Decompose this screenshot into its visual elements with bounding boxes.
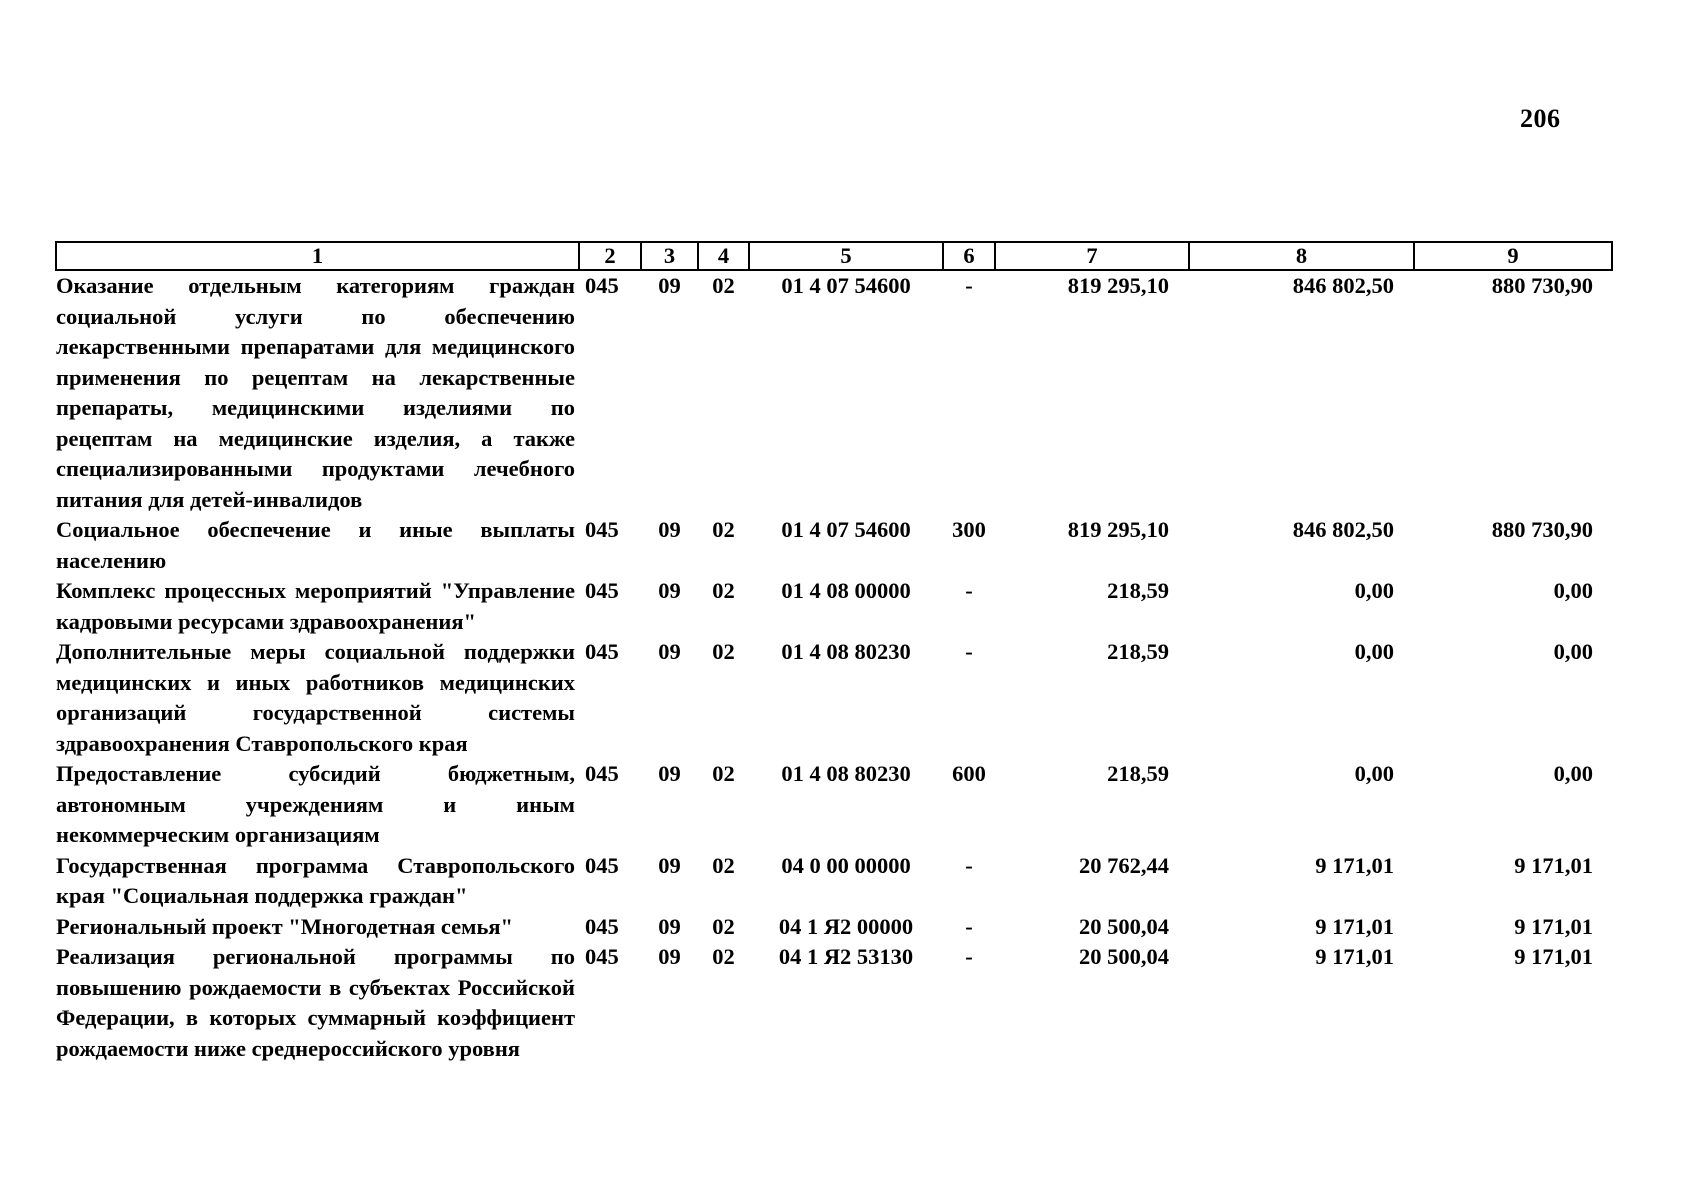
table-row: [56, 270, 1612, 515]
row-rz: 09: [658, 944, 681, 969]
row-sum-2: 0,00: [1354, 639, 1394, 664]
row-vr: -: [965, 913, 973, 939]
row-sum-3: 9 171,01: [1514, 944, 1593, 969]
table-row: [56, 942, 1612, 1064]
row-sum-1: 20 762,44: [1079, 852, 1169, 878]
row-pr: 02: [712, 273, 735, 298]
row-grbs: 045: [585, 944, 619, 969]
row-name: Социальное обеспечение и иные выплаты населению: [56, 517, 575, 573]
row-pr: 02: [712, 578, 735, 603]
row-sum-2: 9 171,01: [1315, 944, 1394, 969]
row-sum-3: 0,00: [1553, 761, 1593, 786]
row-sum-1: 819 295,10: [1067, 273, 1169, 298]
row-csr: 01 4 08 80230: [781, 639, 911, 664]
row-name: Предоставление субсидий бюджетным, автономным учреждениям и иным некоммерческим организациям: [56, 761, 575, 847]
row-rz: 09: [658, 517, 681, 542]
row-vr: -: [965, 639, 973, 664]
row-sum-1: 20 500,04: [1079, 944, 1169, 969]
row-csr: 01 4 07 54600: [781, 273, 911, 298]
page-number: 206: [1520, 104, 1561, 133]
row-pr: 02: [712, 944, 735, 969]
row-vr: -: [965, 852, 973, 878]
row-rz: 09: [658, 639, 681, 664]
row-grbs: 045: [585, 639, 619, 664]
row-sum-1: 819 295,10: [1067, 517, 1169, 542]
row-sum-1: 218,59: [1107, 639, 1169, 664]
row-rz: 09: [658, 852, 681, 878]
row-rz: 09: [658, 913, 681, 939]
row-name: Региональный проект "Многодетная семья": [56, 913, 514, 939]
row-name: Оказание отдельным категориям граждан социальной услуги по обеспечению лекарственными препаратами для медицинского применения по рецептам на лекарственные препараты, медицинскими изделиями по рецептам на медицинские изделия, а также специализированными продуктами лечебного питания для детей-инвалидов: [56, 273, 575, 512]
row-sum-3: 9 171,01: [1514, 913, 1593, 939]
row-name: Комплекс процессных мероприятий "Управление кадровыми ресурсами здравоохранения": [56, 578, 575, 634]
row-csr: 01 4 08 80230: [781, 761, 911, 786]
header-col-3: 3: [641, 242, 698, 270]
table-row: [56, 759, 1612, 851]
row-grbs: 045: [585, 273, 619, 298]
row-csr: 04 0 00 00000: [781, 852, 911, 878]
row-sum-1: 20 500,04: [1079, 913, 1169, 939]
row-name: Дополнительные меры социальной поддержки медицинских и иных работников медицинских организаций государственной системы здравоохранения Ставропольского края: [56, 639, 575, 756]
row-csr: 01 4 07 54600: [781, 517, 911, 542]
row-csr: 04 1 Я2 53130: [778, 944, 914, 969]
table-row: [56, 576, 1612, 637]
row-sum-3: 0,00: [1553, 578, 1593, 603]
row-vr: 300: [952, 517, 986, 542]
row-name: Реализация региональной программы по повышению рождаемости в субъектах Российской Федерации, в которых суммарный коэффициент рождаемости ниже среднероссийского уровня: [56, 944, 575, 1061]
table-row: [56, 851, 1612, 912]
table-body: [56, 270, 1612, 1064]
header-col-1: 1: [56, 242, 579, 270]
row-pr: 02: [712, 761, 735, 786]
row-pr: 02: [712, 852, 735, 878]
header-col-2: 2: [579, 242, 641, 270]
row-rz: 09: [658, 273, 681, 298]
table-header: [56, 242, 1612, 270]
row-sum-1: 218,59: [1107, 578, 1169, 603]
row-name: Государственная программа Ставропольского края "Социальная поддержка граждан": [56, 852, 575, 908]
row-vr: -: [965, 578, 973, 603]
row-grbs: 045: [585, 761, 619, 786]
header-col-4: 4: [698, 242, 749, 270]
budget-table: [55, 241, 1613, 1064]
row-sum-3: 880 730,90: [1491, 273, 1593, 298]
row-grbs: 045: [585, 578, 619, 603]
header-row: [56, 242, 1612, 270]
row-pr: 02: [712, 913, 735, 939]
row-sum-2: 0,00: [1354, 761, 1394, 786]
row-grbs: 045: [585, 852, 619, 878]
header-col-9: 9: [1414, 242, 1612, 270]
row-csr: 01 4 08 00000: [781, 578, 911, 603]
row-sum-2: 846 802,50: [1292, 273, 1394, 298]
header-col-5: 5: [749, 242, 943, 270]
row-sum-2: 9 171,01: [1315, 913, 1394, 939]
header-col-7: 7: [995, 242, 1189, 270]
row-grbs: 045: [585, 517, 619, 542]
row-csr: 04 1 Я2 00000: [778, 913, 914, 939]
row-vr: -: [965, 944, 973, 969]
row-vr: 600: [952, 761, 986, 786]
row-pr: 02: [712, 517, 735, 542]
row-sum-3: 9 171,01: [1514, 852, 1593, 878]
row-sum-3: 880 730,90: [1491, 517, 1593, 542]
row-vr: -: [965, 273, 973, 298]
row-sum-1: 218,59: [1107, 761, 1169, 786]
row-sum-3: 0,00: [1553, 639, 1593, 664]
row-rz: 09: [658, 578, 681, 603]
row-rz: 09: [658, 761, 681, 786]
row-sum-2: 846 802,50: [1292, 517, 1394, 542]
header-col-6: 6: [943, 242, 995, 270]
table-row: [56, 637, 1612, 759]
row-sum-2: 9 171,01: [1315, 852, 1394, 878]
header-col-8: 8: [1189, 242, 1414, 270]
table-row: [56, 515, 1612, 576]
row-pr: 02: [712, 639, 735, 664]
row-grbs: 045: [585, 913, 619, 939]
row-sum-2: 0,00: [1354, 578, 1394, 603]
table-row: [56, 912, 1612, 943]
